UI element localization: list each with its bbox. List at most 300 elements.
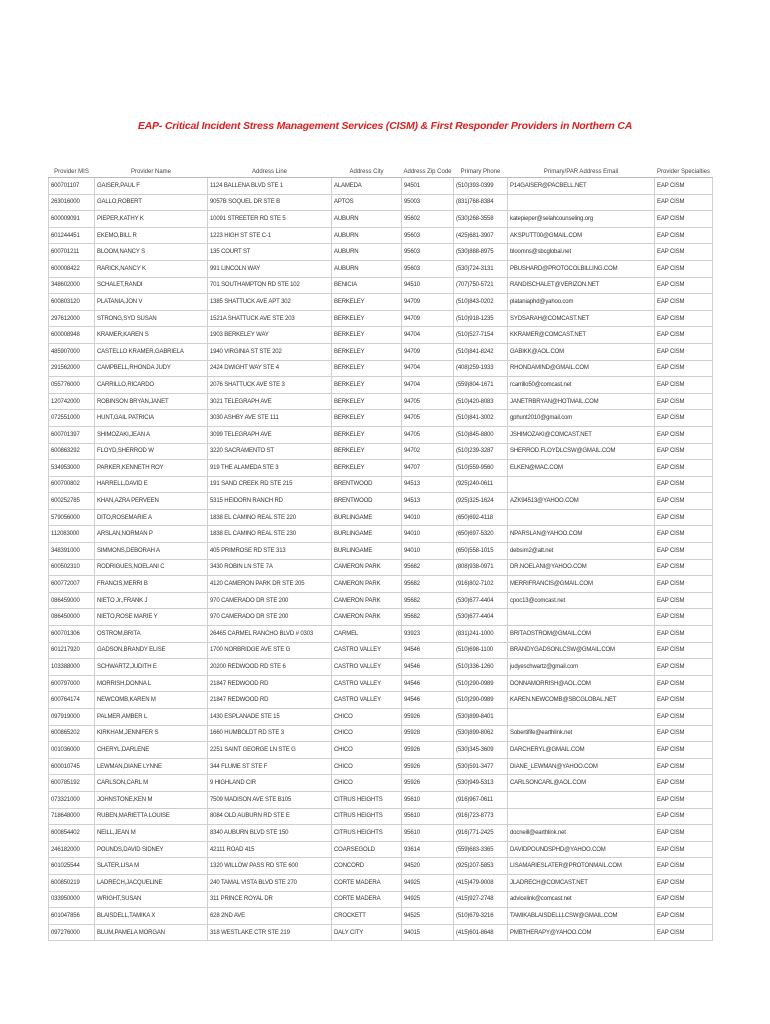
cell-primary-phone: (916)967-0611 [454,791,508,808]
table-row [49,426,713,443]
cell-zip-code: 93614 [402,841,454,858]
cell-email: BRANDYGADSONLCSW@GMAIL.COM [508,642,655,659]
cell-specialties: EAP CISM [655,476,713,493]
cell-zip-code: 94709 [402,343,454,360]
table-row [49,791,713,808]
cell-provider-mis: 600865202 [49,725,95,742]
cell-zip-code: 95003 [402,194,454,211]
table-row [49,360,713,377]
cell-address-city: CHICO [332,725,402,742]
cell-primary-phone: (510)420-8083 [454,393,508,410]
cell-specialties: EAP CISM [655,343,713,360]
cell-zip-code: 94705 [402,426,454,443]
table-row [49,559,713,576]
table-row [49,310,713,327]
cell-zip-code: 95682 [402,559,454,576]
cell-specialties: EAP CISM [655,393,713,410]
cell-provider-mis: 600700802 [49,476,95,493]
cell-provider-name: CASTELLO KRAMER,GABRIELA [95,343,208,360]
cell-primary-phone: (510)841-3002 [454,410,508,427]
cell-specialties: EAP CISM [655,858,713,875]
cell-address-city: CORTE MADERA [332,874,402,891]
cell-specialties: EAP CISM [655,377,713,394]
cell-primary-phone: (530)888-8975 [454,244,508,261]
cell-provider-mis: 033950000 [49,891,95,908]
cell-email [508,194,655,211]
cell-zip-code: 94709 [402,294,454,311]
cell-provider-name: LEWMAN,DIANE LYNNE [95,758,208,775]
header-specialties: Provider Specialties [655,166,713,178]
table-row [49,443,713,460]
cell-provider-mis: 291562000 [49,360,95,377]
cell-provider-name: GALLO,ROBERT [95,194,208,211]
cell-zip-code: 94707 [402,460,454,477]
table-header-row [49,166,713,178]
cell-address-city: AUBURN [332,211,402,228]
cell-address-city: BERKELEY [332,343,402,360]
cell-email: AKSPUTT00@GMAIL.COM [508,227,655,244]
cell-email: debsim2@att.net [508,543,655,560]
cell-primary-phone: (408)259-1933 [454,360,508,377]
cell-email [508,791,655,808]
cell-address-city: CAMERON PARK [332,592,402,609]
cell-specialties: EAP CISM [655,576,713,593]
cell-provider-mis: 086459000 [49,592,95,609]
cell-primary-phone: (425)681-3907 [454,227,508,244]
cell-specialties: EAP CISM [655,360,713,377]
cell-address-line: 1320 WILLOW PASS RD STE 600 [208,858,332,875]
cell-address-city: BERKELEY [332,443,402,460]
cell-specialties: EAP CISM [655,592,713,609]
cell-provider-mis: 600854402 [49,825,95,842]
cell-primary-phone: (925)207-5853 [454,858,508,875]
cell-address-line: 21847 REDWOOD RD [208,692,332,709]
cell-primary-phone: (510)527-7154 [454,327,508,344]
cell-address-line: 2076 SHATTUCK AVE STE 3 [208,377,332,394]
cell-email: SHERROD.FLOYDLCSW@GMAIL.COM [508,443,655,460]
cell-email: JLADRECH@COMCAST.NET [508,874,655,891]
cell-primary-phone: (831)768-8384 [454,194,508,211]
cell-email: gphunt2010@gmail.com [508,410,655,427]
cell-address-line: 1521A SHATTUCK AVE STE 203 [208,310,332,327]
cell-zip-code: 95926 [402,775,454,792]
cell-address-line: 8084 OLD AUBURN RD STE E [208,808,332,825]
cell-specialties: EAP CISM [655,294,713,311]
table-row [49,626,713,643]
cell-email [508,709,655,726]
cell-provider-name: GAISER,PAUL F [95,178,208,195]
cell-address-line: 8340 AUBURN BLVD STE 150 [208,825,332,842]
cell-specialties: EAP CISM [655,260,713,277]
cell-provider-name: SCHALET,RANDI [95,277,208,294]
cell-address-line: 970 CAMERADO DR STE 200 [208,592,332,609]
cell-address-line: 344 FLUME ST STE F [208,758,332,775]
cell-address-city: BENICIA [332,277,402,294]
cell-provider-name: LADRECH,JACQUELINE [95,874,208,891]
cell-zip-code: 94704 [402,360,454,377]
cell-primary-phone: (530)899-8401 [454,709,508,726]
cell-email: bloomns@sbcglobal.net [508,244,655,261]
cell-address-line: 1430 ESPLANADE STE 15 [208,709,332,726]
cell-zip-code: 95928 [402,725,454,742]
cell-zip-code: 94546 [402,692,454,709]
cell-provider-name: WRIGHT,SUSAN [95,891,208,908]
cell-address-city: CITRUS HEIGHTS [332,825,402,842]
cell-address-city: APTOS [332,194,402,211]
cell-address-city: BERKELEY [332,393,402,410]
cell-address-line: 1838 EL CAMINO REAL STE 220 [208,509,332,526]
cell-provider-mis: 600701306 [49,626,95,643]
table-row [49,659,713,676]
table-row [49,526,713,543]
cell-specialties: EAP CISM [655,310,713,327]
cell-address-line: 1385 SHATTUCK AVE APT 302 [208,294,332,311]
cell-address-line: 405 PRIMROSE RD STE 313 [208,543,332,560]
cell-address-line: 3030 ASHBY AVE STE 111 [208,410,332,427]
cell-address-line: 1903 BERKELEY WAY [208,327,332,344]
cell-email: KKRAMER@COMCAST.NET [508,327,655,344]
cell-address-line: 3099 TELEGRAPH AVE [208,426,332,443]
cell-provider-mis: 103388000 [49,659,95,676]
cell-address-city: CITRUS HEIGHTS [332,791,402,808]
cell-primary-phone: (530)899-8062 [454,725,508,742]
cell-email: docneill@earthlink.net [508,825,655,842]
cell-provider-name: CAMPBELL,RHONDA JUDY [95,360,208,377]
table-row [49,211,713,228]
cell-provider-name: SLATER,LISA M [95,858,208,875]
cell-provider-mis: 600008948 [49,327,95,344]
cell-zip-code: 94704 [402,327,454,344]
cell-address-city: CHICO [332,775,402,792]
cell-address-city: CHICO [332,709,402,726]
header-primary-phone: Primary Phone [454,166,508,178]
table-row [49,841,713,858]
cell-primary-phone: (916)723-8773 [454,808,508,825]
cell-provider-mis: 348602000 [49,277,95,294]
cell-primary-phone: (510)845-8800 [454,426,508,443]
cell-provider-mis: 600701107 [49,178,95,195]
cell-address-line: 135 COURT ST [208,244,332,261]
cell-provider-name: PARKER,KENNETH ROY [95,460,208,477]
cell-specialties: EAP CISM [655,211,713,228]
table-row [49,908,713,925]
table-row [49,377,713,394]
table-row [49,709,713,726]
cell-specialties: EAP CISM [655,692,713,709]
table-row [49,476,713,493]
header-address-city: Address City [332,166,402,178]
cell-provider-name: BLUM,PAMELA MORGAN [95,924,208,941]
cell-primary-phone: (510)239-3287 [454,443,508,460]
table-row [49,692,713,709]
cell-address-city: BERKELEY [332,360,402,377]
cell-primary-phone: (415)927-2748 [454,891,508,908]
cell-address-line: 21847 REDWOOD RD [208,675,332,692]
cell-primary-phone: (808)938-0971 [454,559,508,576]
cell-provider-name: NEWCOMB,KAREN M [95,692,208,709]
cell-address-line: 701 SOUTHAMPTON RD STE 102 [208,277,332,294]
cell-primary-phone: (510)679-3216 [454,908,508,925]
cell-address-city: CAMERON PARK [332,609,402,626]
table-row [49,642,713,659]
cell-provider-mis: 600010745 [49,758,95,775]
cell-address-city: CASTRO VALLEY [332,642,402,659]
cell-provider-mis: 600502310 [49,559,95,576]
cell-primary-phone: (925)325-1624 [454,493,508,510]
cell-address-city: CORTE MADERA [332,891,402,908]
cell-zip-code: 95610 [402,808,454,825]
cell-zip-code: 94513 [402,493,454,510]
header-zip-code: Address Zip Code [402,166,454,178]
cell-address-city: AUBURN [332,260,402,277]
cell-zip-code: 94010 [402,543,454,560]
cell-address-city: BERKELEY [332,327,402,344]
cell-provider-mis: 600701211 [49,244,95,261]
cell-email [508,509,655,526]
cell-email: DIANE_LEWMAN@YAHOO.COM [508,758,655,775]
cell-provider-mis: 600764174 [49,692,95,709]
cell-address-line: 1660 HUMBOLDT RD STE 3 [208,725,332,742]
cell-address-line: 3430 ROBIN LN STE 7A [208,559,332,576]
cell-email: PMBTHERAPY@YAHOO.COM [508,924,655,941]
table-row [49,609,713,626]
table-row [49,260,713,277]
cell-address-line: 3220 SACRAMENTO ST [208,443,332,460]
cell-provider-name: DITO,ROSEMARIE A [95,509,208,526]
cell-specialties: EAP CISM [655,493,713,510]
cell-email: NPARSLAN@YAHOO.COM [508,526,655,543]
cell-address-line: 1223 HIGH ST STE C-1 [208,227,332,244]
cell-address-city: BURLINGAME [332,526,402,543]
cell-primary-phone: (510)336-1260 [454,659,508,676]
cell-primary-phone: (831)241-1000 [454,626,508,643]
cell-provider-name: SIMMONS,DEBORAH A [95,543,208,560]
cell-primary-phone: (510)290-0989 [454,675,508,692]
cell-address-city: CITRUS HEIGHTS [332,808,402,825]
cell-address-city: CHICO [332,742,402,759]
cell-provider-mis: 601217920 [49,642,95,659]
cell-provider-mis: 120742000 [49,393,95,410]
cell-provider-mis: 601047856 [49,908,95,925]
cell-address-city: BERKELEY [332,426,402,443]
cell-email: RANDISCHALET@VERIZON.NET [508,277,655,294]
cell-zip-code: 94510 [402,277,454,294]
cell-address-city: CAMERON PARK [332,559,402,576]
table-row [49,576,713,593]
cell-provider-name: FLOYD,SHERROD W [95,443,208,460]
cell-address-city: CROCKETT [332,908,402,925]
cell-email: GABIKK@AOL.COM [508,343,655,360]
cell-provider-mis: 600252785 [49,493,95,510]
cell-provider-mis: 097276000 [49,924,95,941]
cell-primary-phone: (415)479-9008 [454,874,508,891]
table-row [49,327,713,344]
cell-specialties: EAP CISM [655,244,713,261]
cell-provider-name: BLAISDELL,TAMIKA X [95,908,208,925]
cell-address-city: BERKELEY [332,460,402,477]
cell-address-city: AUBURN [332,227,402,244]
cell-provider-mis: 485907000 [49,343,95,360]
cell-address-city: AUBURN [332,244,402,261]
cell-specialties: EAP CISM [655,543,713,560]
cell-specialties: EAP CISM [655,791,713,808]
cell-provider-name: CHERYL,DARLENE [95,742,208,759]
cell-primary-phone: (650)697-5320 [454,526,508,543]
cell-specialties: EAP CISM [655,808,713,825]
cell-primary-phone: (530)677-4404 [454,592,508,609]
cell-specialties: EAP CISM [655,327,713,344]
cell-email: advicelink@comcast.net [508,891,655,908]
table-row [49,825,713,842]
cell-provider-name: SCHWARTZ,JUDITH E [95,659,208,676]
cell-email: P14GAISER@PACBELL.NET [508,178,655,195]
table-row [49,493,713,510]
cell-provider-name: RODRIGUES,NOELANI C [95,559,208,576]
cell-primary-phone: (510)918-1235 [454,310,508,327]
cell-specialties: EAP CISM [655,460,713,477]
cell-zip-code: 94546 [402,659,454,676]
cell-address-line: 311 PRINCE ROYAL DR [208,891,332,908]
cell-provider-mis: 600009091 [49,211,95,228]
cell-provider-mis: 055776000 [49,377,95,394]
cell-primary-phone: (510)559-9560 [454,460,508,477]
cell-provider-name: FRANCIS,MERRI B [95,576,208,593]
cell-address-line: 970 CAMERADO DR STE 200 [208,609,332,626]
cell-zip-code: 95610 [402,825,454,842]
cell-address-line: 20200 REDWOOD RD STE 6 [208,659,332,676]
cell-primary-phone: (510)393-0399 [454,178,508,195]
cell-primary-phone: (510)698-1100 [454,642,508,659]
cell-specialties: EAP CISM [655,924,713,941]
cell-zip-code: 95602 [402,211,454,228]
cell-primary-phone: (530)268-3558 [454,211,508,228]
cell-address-city: CASTRO VALLEY [332,675,402,692]
cell-provider-mis: 097919000 [49,709,95,726]
cell-address-city: CAMERON PARK [332,576,402,593]
table-row [49,509,713,526]
table-row [49,294,713,311]
cell-zip-code: 94546 [402,642,454,659]
cell-email: JSHIMOZAKI@COMCAST.NET [508,426,655,443]
table-row [49,343,713,360]
cell-address-line: 10091 STREETER RD STE 5 [208,211,332,228]
document-title: EAP- Critical Incident Stress Management Services (CISM) & First Responder Providers in Northern CA [137,120,633,132]
cell-primary-phone: (650)558-1015 [454,543,508,560]
cell-provider-name: STRONG,SYD SUSAN [95,310,208,327]
cell-email: AZK94513@YAHOO.COM [508,493,655,510]
cell-email: SYDSARAH@COMCAST.NET [508,310,655,327]
table-row [49,460,713,477]
cell-specialties: EAP CISM [655,725,713,742]
cell-zip-code: 95682 [402,592,454,609]
cell-address-city: CONCORD [332,858,402,875]
cell-email: KAREN.NEWCOMB@SBCGLOBAL.NET [508,692,655,709]
cell-email: ELKEN@MAC.COM [508,460,655,477]
cell-provider-mis: 600803120 [49,294,95,311]
cell-primary-phone: (510)290-0989 [454,692,508,709]
cell-address-city: BERKELEY [332,310,402,327]
cell-specialties: EAP CISM [655,626,713,643]
cell-primary-phone: (650)692-4118 [454,509,508,526]
cell-zip-code: 94925 [402,891,454,908]
cell-email [508,609,655,626]
cell-zip-code: 94705 [402,410,454,427]
cell-zip-code: 94010 [402,526,454,543]
cell-specialties: EAP CISM [655,758,713,775]
cell-specialties: EAP CISM [655,194,713,211]
cell-primary-phone: (530)345-3609 [454,742,508,759]
cell-primary-phone: (510)843-0202 [454,294,508,311]
cell-address-line: 318 WESTLAKE CTR STE 219 [208,924,332,941]
cell-primary-phone: (415)601-8648 [454,924,508,941]
cell-address-line: 2424 DWIGHT WAY STE 4 [208,360,332,377]
cell-zip-code: 94704 [402,377,454,394]
cell-specialties: EAP CISM [655,659,713,676]
cell-zip-code: 95682 [402,576,454,593]
cell-address-line: 919 THE ALAMEDA STE 3 [208,460,332,477]
table-row [49,891,713,908]
cell-address-line: 9057B SOQUEL DR STE B [208,194,332,211]
cell-zip-code: 94925 [402,874,454,891]
table-row [49,874,713,891]
cell-provider-name: ARSLAN,NORMAN P [95,526,208,543]
cell-primary-phone: (707)750-5721 [454,277,508,294]
cell-provider-name: CARLSON,CARL M [95,775,208,792]
cell-provider-mis: 263016000 [49,194,95,211]
cell-email: DONNAMORRISH@AOL.COM [508,675,655,692]
header-address-line: Address Line [208,166,332,178]
cell-provider-mis: 600785192 [49,775,95,792]
cell-address-city: DALY CITY [332,924,402,941]
cell-email: MERRIFRANCIS@GMAIL.COM [508,576,655,593]
cell-provider-mis: 086450000 [49,609,95,626]
cell-email: DR.NOELANI@YAHOO.COM [508,559,655,576]
cell-provider-name: PALMER,AMBER L [95,709,208,726]
cell-provider-name: BLOOM,NANCY S [95,244,208,261]
cell-provider-mis: 600850219 [49,874,95,891]
cell-address-city: COARSEGOLD [332,841,402,858]
cell-email: rcarrillo50@comcast.net [508,377,655,394]
cell-zip-code: 93923 [402,626,454,643]
cell-provider-name: KRAMER,KAREN S [95,327,208,344]
cell-provider-mis: 112083000 [49,526,95,543]
cell-provider-mis: 600863292 [49,443,95,460]
cell-specialties: EAP CISM [655,742,713,759]
cell-primary-phone: (559)804-1671 [454,377,508,394]
cell-email: DARCHERYL@GMAIL.COM [508,742,655,759]
cell-provider-name: HUNT,GAIL PATRICIA [95,410,208,427]
cell-email [508,808,655,825]
table-row [49,808,713,825]
cell-provider-name: PIEPER,KATHY K [95,211,208,228]
cell-provider-mis: 297612000 [49,310,95,327]
cell-specialties: EAP CISM [655,874,713,891]
cell-provider-name: MORRISH,DONNA L [95,675,208,692]
cell-zip-code: 95926 [402,758,454,775]
cell-address-line: 5315 HEIDORN RANCH RD [208,493,332,510]
cell-email: JANETRBRYAN@HOTMAIL.COM [508,393,655,410]
cell-address-city: BERKELEY [332,377,402,394]
cell-provider-mis: 600701397 [49,426,95,443]
cell-address-city: BERKELEY [332,294,402,311]
cell-provider-name: POUNDS,DAVID SIDNEY [95,841,208,858]
cell-address-city: BRENTWOOD [332,493,402,510]
table-row [49,178,713,195]
cell-specialties: EAP CISM [655,841,713,858]
cell-email: katepieper@selahcounseling.org [508,211,655,228]
cell-address-city: CASTRO VALLEY [332,659,402,676]
cell-zip-code: 94525 [402,908,454,925]
